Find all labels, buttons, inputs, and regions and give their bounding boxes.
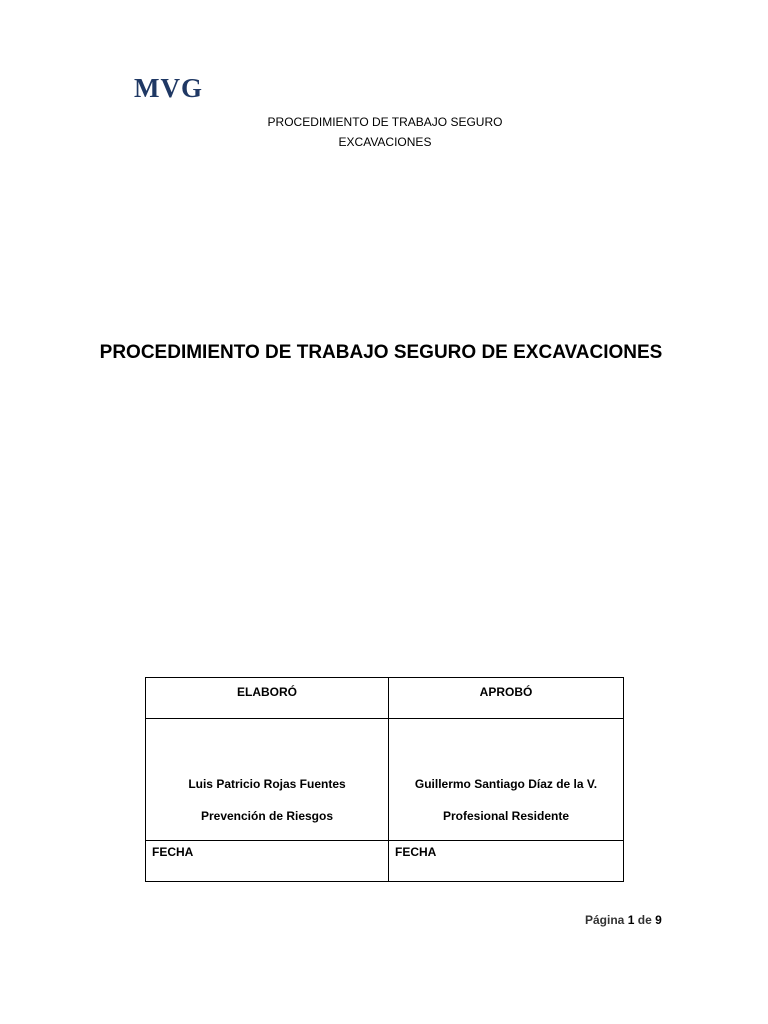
approved-by-header-cell: [389, 678, 624, 719]
page-number-footer: [585, 912, 662, 928]
approved-by-name: Guillermo Santiago Díaz de la V.: [414, 777, 598, 791]
total-pages-number: 9: [655, 913, 662, 927]
approved-by-role: Profesional Residente: [442, 809, 570, 823]
signature-table: [145, 677, 624, 882]
page-label: Página: [585, 913, 625, 927]
document-header-line-2: EXCAVACIONES: [338, 135, 432, 149]
approved-by-date-cell: [389, 841, 624, 882]
current-page-number: 1: [627, 913, 635, 927]
prepared-by-heading: ELABORÓ: [237, 685, 297, 699]
prepared-by-role: Prevención de Riesgos: [200, 809, 334, 823]
approved-by-cell: [389, 719, 624, 841]
approved-by-date-label: FECHA: [395, 845, 437, 859]
signature-date-row: [146, 841, 624, 882]
signature-names-row: [146, 719, 624, 841]
approved-by-heading: APROBÓ: [479, 685, 533, 699]
prepared-by-cell: [146, 719, 389, 841]
prepared-by-header-cell: [146, 678, 389, 719]
company-logo: MVG: [134, 73, 203, 103]
document-title: PROCEDIMIENTO DE TRABAJO SEGURO DE EXCAVACIONES: [99, 342, 663, 363]
prepared-by-date-cell: [146, 841, 389, 882]
document-header-line-1: PROCEDIMIENTO DE TRABAJO SEGURO: [267, 115, 503, 129]
prepared-by-date-label: FECHA: [152, 845, 194, 859]
signature-header-row: [146, 678, 624, 719]
prepared-by-name: Luis Patricio Rojas Fuentes: [188, 777, 346, 791]
page-of-label: de: [637, 913, 652, 927]
